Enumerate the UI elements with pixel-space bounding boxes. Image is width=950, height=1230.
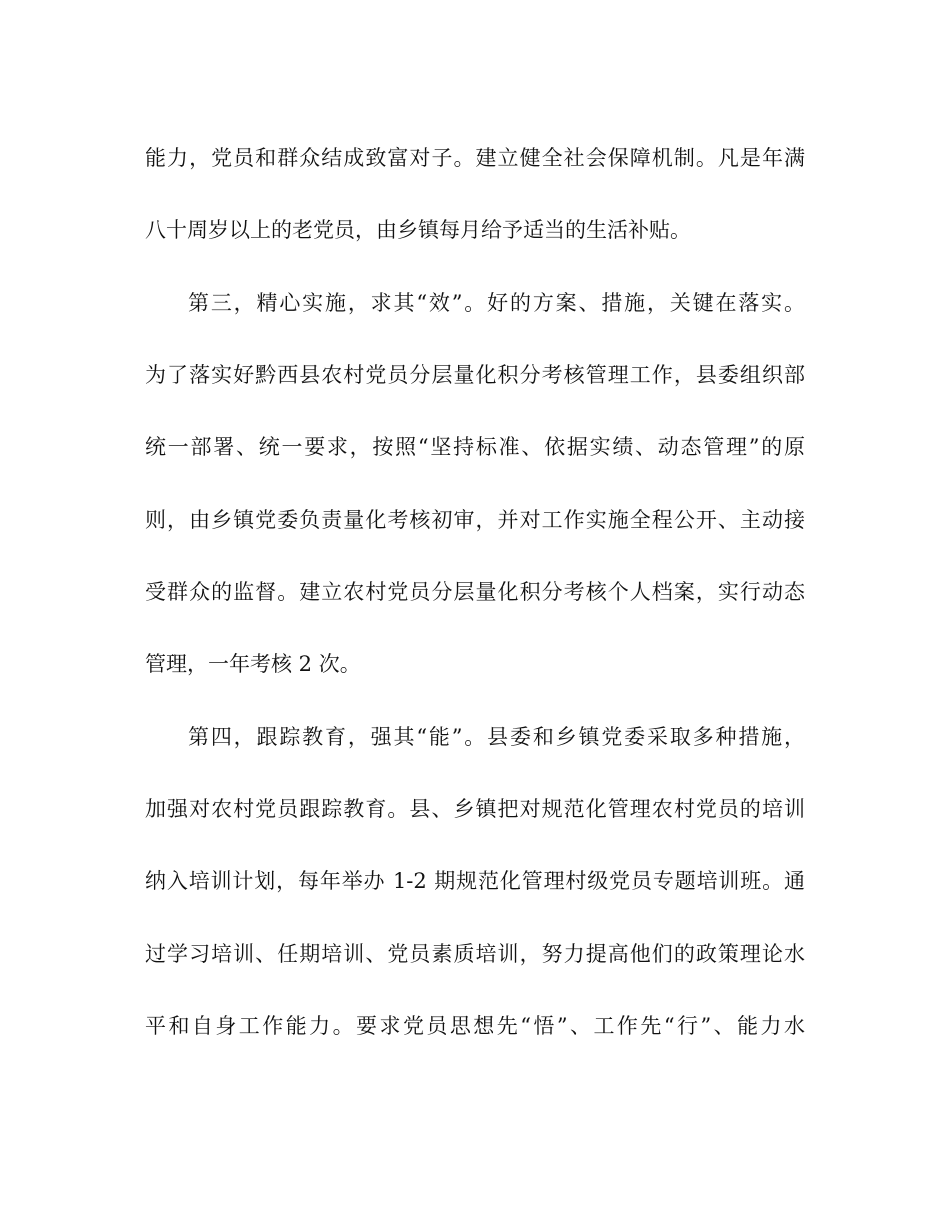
text-line: 则，由乡镇党委负责量化考核初审，并对工作实施全程公开、主动接 — [145, 508, 805, 532]
paragraph-start-line: 第三，精心实施，求其“效”。好的方案、措施，关键在落实。 — [188, 291, 805, 315]
text-line: 加强对农村党员跟踪教育。县、乡镇把对规范化管理农村党员的培训 — [145, 797, 805, 821]
text-line: 管理，一年考核 2 次。 — [145, 652, 361, 676]
text-line: 平和自身工作能力。要求党员思想先“悟”、工作先“行”、能力水 — [145, 1014, 805, 1038]
paragraph-start-line: 第四，跟踪教育，强其“能”。县委和乡镇党委采取多种措施， — [188, 725, 805, 749]
text-line: 为了落实好黔西县农村党员分层量化积分考核管理工作，县委组织部 — [145, 363, 805, 387]
text-line: 统一部署、统一要求，按照“坚持标准、依据实绩、动态管理”的原 — [145, 435, 805, 459]
text-line: 受群众的监督。建立农村党员分层量化积分考核个人档案，实行动态 — [145, 580, 805, 604]
text-line: 八十周岁以上的老党员，由乡镇每月给予适当的生活补贴。 — [145, 218, 691, 242]
text-line: 能力，党员和群众结成致富对子。建立健全社会保障机制。凡是年满 — [145, 146, 805, 170]
text-line: 过学习培训、任期培训、党员素质培训，努力提高他们的政策理论水 — [145, 942, 805, 966]
text-line: 纳入培训计划，每年举办 1-2 期规范化管理村级党员专题培训班。通 — [145, 869, 805, 893]
